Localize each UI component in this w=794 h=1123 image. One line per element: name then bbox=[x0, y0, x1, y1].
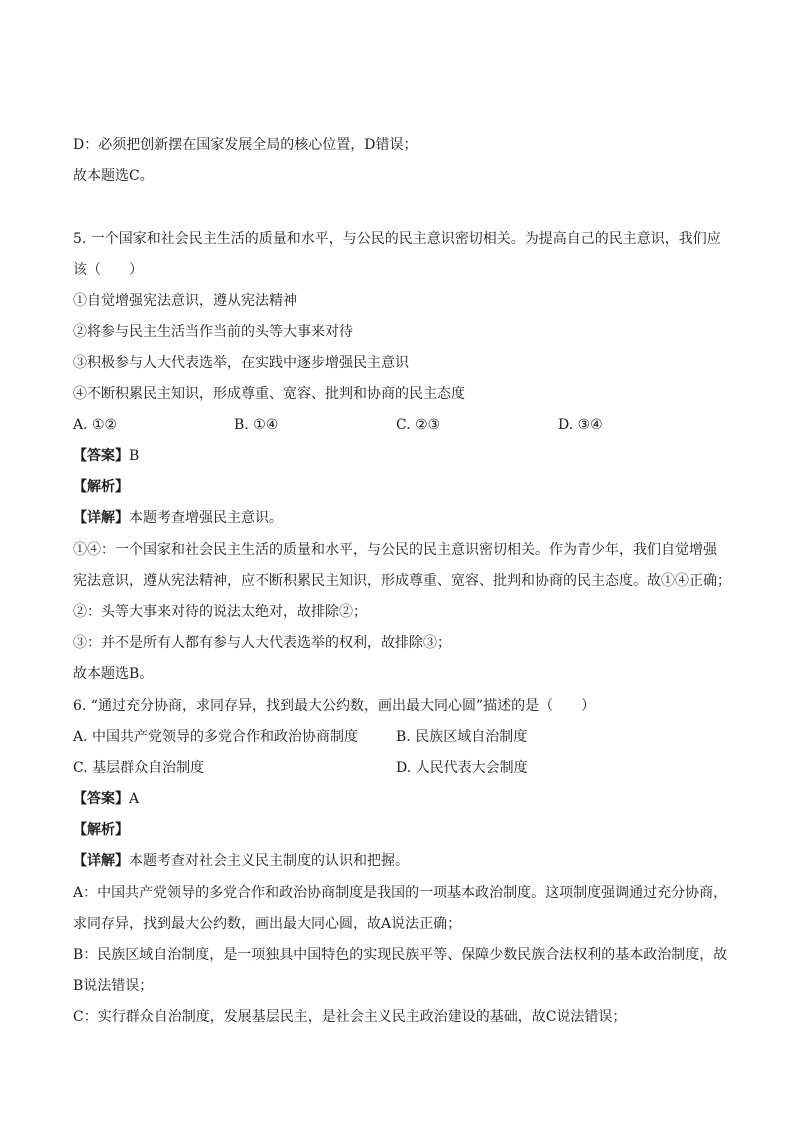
q5-option-d: D. ③④ bbox=[558, 417, 603, 433]
q5-detail bbox=[73, 508, 283, 528]
q5-answer bbox=[73, 446, 139, 466]
q5-explain-line-2: 宪法意识，遵从宪法精神，应不断积累民主知识，形成尊重、宽容、批判和协商的民主态度。故①④正确； bbox=[73, 573, 731, 589]
prev-option-d-explanation: D：必须把创新摆在国家发展全局的核心位置，D错误； bbox=[73, 137, 418, 153]
q6-explain-line-2: 求同存异，找到最大公约数，画出最大同心圆，故A说法正确； bbox=[73, 916, 462, 932]
q5-explain-line-3: ②：头等大事来对待的说法太绝对，故排除②； bbox=[73, 604, 367, 620]
answer-tag: 【答案】 bbox=[73, 448, 129, 464]
answer-value: B bbox=[129, 448, 140, 464]
q5-item-1: ①自觉增强宪法意识，遵从宪法精神 bbox=[73, 293, 297, 309]
q5-item-3: ③积极参与人大代表选举，在实践中逐步增强民主意识 bbox=[73, 355, 409, 371]
analysis-tag: 【解析】 bbox=[73, 479, 129, 495]
q6-stem: 6. “通过充分协商，求同存异，找到最大公约数，画出最大同心圆”描述的是（ ） bbox=[73, 698, 596, 714]
prev-conclusion: 故本题选C。 bbox=[73, 168, 154, 184]
q6-detail bbox=[73, 851, 409, 871]
q5-explain-line-1: ①④：一个国家和社会民主生活的质量和水平，与公民的民主意识密切相关。作为青少年，我们自觉增强 bbox=[73, 542, 717, 558]
analysis-tag: 【解析】 bbox=[73, 822, 129, 838]
answer-tag: 【答案】 bbox=[73, 791, 129, 807]
q5-option-b: B. ①④ bbox=[234, 417, 279, 433]
q5-option-c: C. ②③ bbox=[396, 417, 441, 433]
q6-options-row-2 bbox=[73, 758, 733, 778]
q6-options-row-1 bbox=[73, 727, 733, 747]
q6-answer bbox=[73, 789, 139, 809]
q5-option-a: A. ①② bbox=[73, 417, 118, 433]
q6-option-a: A. 中国共产党领导的多党合作和政治协商制度 bbox=[73, 729, 359, 745]
q5-item-4: ④不断积累民主知识，形成尊重、宽容、批判和协商的民主态度 bbox=[73, 386, 465, 402]
q5-explain-line-4: ③：并不是所有人都有参与人大代表选举的权利，故排除③； bbox=[73, 635, 451, 651]
q5-options bbox=[73, 415, 733, 435]
q6-explain-line-4: B说法错误； bbox=[73, 978, 154, 994]
detail-tag: 【详解】 bbox=[73, 510, 129, 526]
q6-option-d: D. 人民代表大会制度 bbox=[396, 760, 528, 776]
q6-analysis-heading bbox=[73, 820, 129, 840]
q5-item-2: ②将参与民主生活当作当前的头等大事来对待 bbox=[73, 324, 353, 340]
q6-explain-line-3: B：民族区域自治制度，是一项独具中国特色的实现民族平等、保障少数民族合法权利的基本政治制度，故 bbox=[73, 947, 728, 963]
q5-conclusion: 故本题选B。 bbox=[73, 666, 154, 682]
q6-explain-line-1: A：中国共产党领导的多党合作和政治协商制度是我国的一项基本政治制度。这项制度强调通过充分协商， bbox=[73, 885, 728, 901]
q6-explain-line-5: C：实行群众自治制度，发展基层民主，是社会主义民主政治建设的基础，故C说法错误； bbox=[73, 1009, 627, 1025]
q5-stem-line-2: 该（ ） bbox=[73, 262, 143, 278]
q5-stem-line-1: 5. 一个国家和社会民主生活的质量和水平，与公民的民主意识密切相关。为提高自己的民主意识，我们应 bbox=[73, 231, 721, 247]
answer-value: A bbox=[129, 791, 140, 807]
q6-option-c: C. 基层群众自治制度 bbox=[73, 760, 205, 776]
detail-intro: 本题考查对社会主义民主制度的认识和把握。 bbox=[129, 853, 409, 869]
q6-option-b: B. 民族区域自治制度 bbox=[396, 729, 528, 745]
detail-intro: 本题考查增强民主意识。 bbox=[129, 510, 283, 526]
detail-tag: 【详解】 bbox=[73, 853, 129, 869]
q5-analysis-heading bbox=[73, 477, 129, 497]
